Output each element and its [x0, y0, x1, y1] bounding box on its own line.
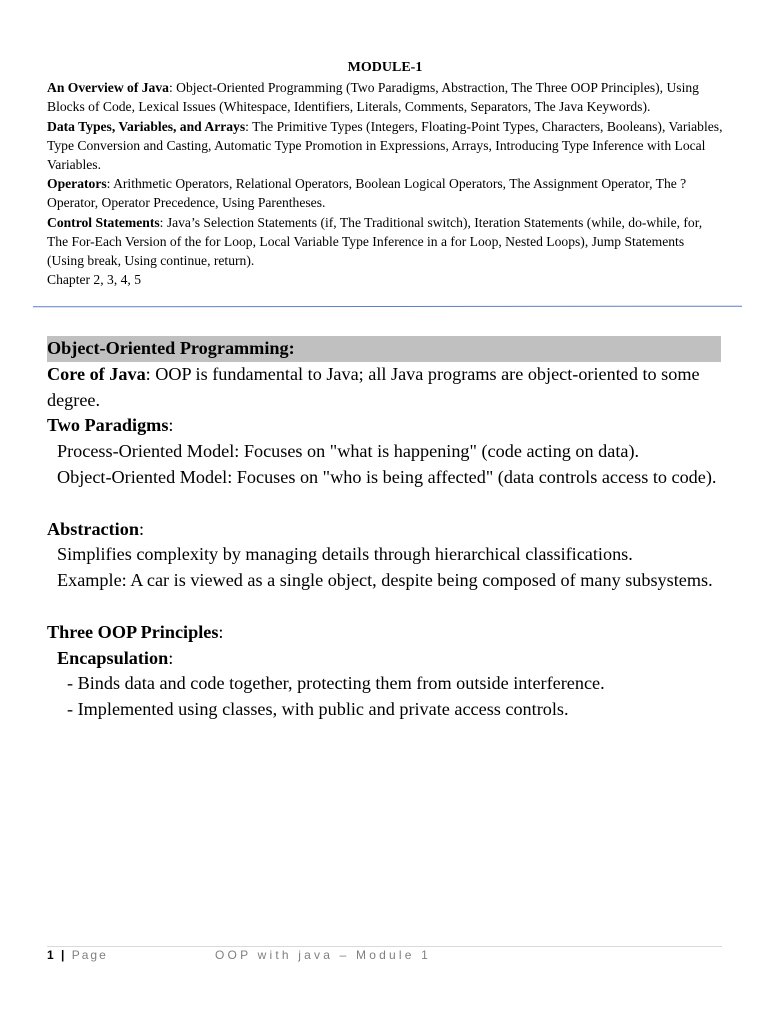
- syllabus-topic: [47, 213, 723, 271]
- page-word: Page: [71, 948, 108, 962]
- topic-text: : Arithmetic Operators, Relational Operators, Boolean Logical Operators, The Assignment Operator, The ? Operator, Operator Precedence, Using Parentheses.: [47, 176, 687, 211]
- topic-text: : Object-Oriented Programming (Two Paradigms, Abstraction, The Three OOP Principles), Using Blocks of Code, Lexical Issues (Whitespace, Identifiers, Literals, Comments, Separators, The Java Keywords).: [47, 80, 699, 115]
- footer-doc-title: OOP with java – Module 1: [215, 948, 431, 962]
- core-label: Core of Java: [47, 363, 146, 384]
- colon: :: [138, 518, 145, 539]
- page-footer: [47, 948, 722, 962]
- paradigms-label: Two Paradigms: [47, 415, 169, 436]
- abstraction-heading: [47, 517, 737, 543]
- principles-label: Three OOP Principles: [47, 621, 219, 642]
- syllabus-block: [47, 58, 723, 289]
- syllabus-topic: [47, 174, 723, 212]
- core-paragraph: [47, 362, 737, 414]
- footer-divider: [47, 946, 722, 947]
- core-text: : OOP is fundamental to Java; all Java programs are object-oriented to some degree.: [47, 363, 700, 410]
- topic-heading: An Overview of Java: [47, 80, 169, 96]
- topic-heading: Data Types, Variables, and Arrays: [47, 118, 246, 134]
- module-title: MODULE-1: [347, 60, 423, 75]
- encapsulation-point: - Implemented using classes, with public and private access controls.: [67, 699, 569, 720]
- principles-heading: [47, 620, 737, 646]
- syllabus-topic: [47, 78, 723, 116]
- spacer: [47, 594, 737, 620]
- paradigm-object: [47, 465, 737, 491]
- abstraction-point: Simplifies complexity by managing details through hierarchical classifications.: [57, 544, 633, 565]
- encapsulation-heading: [47, 646, 737, 672]
- topic-text: : The Primitive Types (Integers, Floating-Point Types, Characters, Booleans), Variables, Type Conversion and Casting, Automatic Type Promotion in Expressions, Arrays, Introducing Type Inference with Local Variables.: [47, 118, 723, 173]
- encapsulation-label: Encapsulation: [57, 647, 169, 668]
- colon: :: [168, 647, 174, 668]
- page-number: 1: [47, 948, 54, 962]
- section-divider: [33, 306, 742, 308]
- paradigm-process: Process-Oriented Model: Focuses on "what is happening" (code acting on data).: [57, 441, 640, 462]
- topic-text: : Java’s Selection Statements (if, The Traditional switch), Iteration Statements (while, do-while, for, The For-Each Version of the for Loop, Local Variable Type Inference in a for Loop, Nested Loops), Jump Statements (Using break, Using continue, return).: [47, 214, 703, 269]
- paradigm-object-text: Object-Oriented Model: Focuses on "who is being affected" (data controls access to code).: [57, 466, 717, 487]
- colon: :: [218, 621, 224, 642]
- notes-content: [47, 336, 737, 723]
- section-heading: Object-Oriented Programming:: [47, 336, 721, 362]
- colon: :: [168, 415, 174, 436]
- encapsulation-point: - Binds data and code together, protecting them from outside interference.: [67, 673, 605, 694]
- topic-heading: Operators: [47, 176, 107, 192]
- spacer: [47, 491, 737, 517]
- footer-separator: |: [61, 948, 65, 962]
- paradigms-heading: [47, 413, 737, 439]
- chapters-line: Chapter 2, 3, 4, 5: [47, 272, 142, 288]
- topic-heading: Control Statements: [47, 214, 160, 230]
- abstraction-point: [47, 568, 737, 594]
- syllabus-topic: [47, 117, 723, 175]
- abstraction-example-text: Example: A car is viewed as a single object, despite being composed of many subsystems.: [57, 570, 713, 591]
- abstraction-label: Abstraction: [47, 518, 139, 539]
